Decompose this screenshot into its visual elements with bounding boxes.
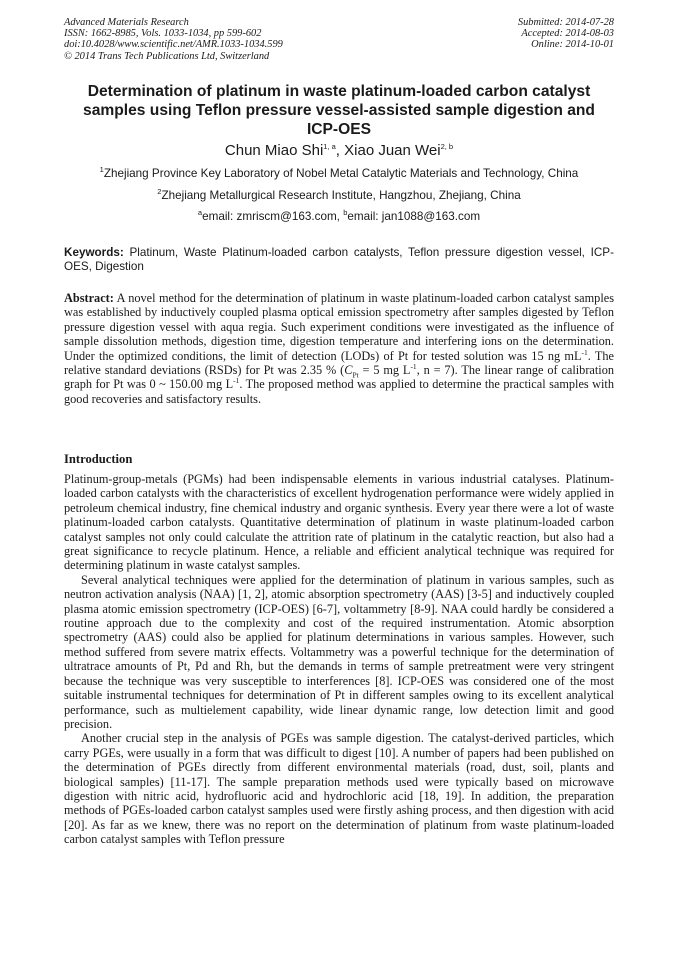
email-line xyxy=(0,210,678,224)
affiliation-superscript: 2 xyxy=(157,187,162,197)
email-superscript: b xyxy=(343,208,348,218)
email-text: email: zmriscm@163.com, xyxy=(202,210,344,223)
concentration-subscript: Pt xyxy=(352,370,359,380)
online-date: Online: 2014-10-01 xyxy=(531,39,614,51)
author-name: Xiao Juan Wei xyxy=(344,142,441,159)
abstract-text: , n = 7). The linear range of calibration graph for Pt was 0 ~ 150.00 mg L xyxy=(64,363,615,392)
email-superscript: a xyxy=(197,208,203,218)
email-text: email: jan1088@163.com xyxy=(347,210,481,223)
abstract-label: Abstract: xyxy=(64,291,114,305)
author-superscript: 1, a xyxy=(323,142,336,151)
body-paragraph: Several analytical techniques were applied for the determination of platinum in various samples, such as neutron activation analysis (NAA) [1, 2], atomic absorption spectrometry (AAS) [3-5] and inductively coupled plasma atomic emission spectrometry (ICP-OES) [6-7], voltammetry [8-9]. NAA could hardly be considered a routine approach due to the complexity and cost of the required instrumentation. Atomic absorption spectrometry (AAS) could also be applied for platinum determinations in various samples. However, such method suffered from severe matrix effects. Voltammetry was a powerful technique for the determination of ultratrace amounts of Pt, Pd and Rh, but the demands in terms of sample pretreatment were very stringent because the technique was very susceptible to interferences [8]. ICP-OES was considered one of the most suitable instrumental techniques for determination of Pt in different samples owing to its excellent analytical performance, such as multielement capability, wide linear dynamic range, low detection limit and good precision. xyxy=(64,572,614,731)
doi-line: doi:10.4028/www.scientific.net/AMR.1033-1034.599 xyxy=(64,39,283,51)
author-separator: , xyxy=(335,142,345,159)
abstract-text: A novel method for the determination of platinum in waste platinum-loaded carbon catalyst samples was established by inductively coupled plasma optical emission spectrometry after samples digested by Teflon pressure digestion vessel with aqua regia. Such experiment conditions were investigated as the influence of sample dissolution methods, digestion time, digestion temperature and interfering ions on the determination. Under the optimized conditions, the limit of detection (LODs) of Pt for tested solution was 15 ng mL xyxy=(64,291,614,363)
abstract-text: = 5 mg L xyxy=(358,363,411,378)
abstract-block xyxy=(64,291,614,406)
keywords-text: Platinum, Waste Platinum-loaded carbon catalysts, Teflon pressure digestion vessel, ICP-OES, Digestion xyxy=(64,246,614,273)
body-paragraph: Another crucial step in the analysis of PGEs was sample digestion. The catalyst-derived particles, which carry PGEs, were usually in a form that was difficult to digest [10]. A number of papers had been published on the determination of PGEs directly from different environmental materials (road, dust, soil, plants and biological samples) [11-17]. The sample preparation methods used were typically based on microwave digestion with nitric acid, hydrofluoric acid and hydrochloric acid [18, 19]. In addition, the preparation methods of PGEs-loaded carbon catalyst samples used were firstly ashing process, and then digestion with acid [20]. As far as we knew, there was no report on the determination of platinum from waste platinum-loaded carbon catalyst samples with Teflon pressure xyxy=(64,731,614,847)
copyright-line: © 2014 Trans Tech Publications Ltd, Switzerland xyxy=(64,50,270,62)
affiliation-text: Zhejiang Province Key Laboratory of Nobel Metal Catalytic Materials and Technology, China xyxy=(103,167,579,180)
submitted-date: Submitted: 2014-07-28 xyxy=(517,17,614,28)
introduction-heading: Introduction xyxy=(64,452,133,466)
introduction-body xyxy=(64,472,614,847)
unit-superscript: -1 xyxy=(581,347,588,357)
affiliation-superscript: 1 xyxy=(99,165,104,175)
issn-line: ISSN: 1662-8985, Vols. 1033-1034, pp 599-602 xyxy=(64,28,262,40)
keywords-block xyxy=(64,246,614,274)
paper-title: Determination of platinum in waste platinum-loaded carbon catalyst samples using Teflon pressure vessel-assisted sample digestion and ICP-OES xyxy=(83,83,595,138)
abstract-text: . The proposed method was applied to determine the practical samples with good recoveries and satisfactory results. xyxy=(64,377,615,406)
author-name: Chun Miao Shi xyxy=(224,142,324,159)
author-line xyxy=(0,142,678,160)
header-right xyxy=(518,17,614,51)
header-left xyxy=(64,17,283,62)
unit-superscript: -1 xyxy=(410,361,417,371)
concentration-symbol: C xyxy=(344,363,353,378)
accepted-date: Accepted: 2014-08-03 xyxy=(521,28,614,40)
affiliation-text: Zhejiang Metallurgical Research Institute, Hangzhou, Zhejiang, China xyxy=(161,189,521,202)
abstract-text: . The relative standard deviations (RSDs) for Pt was 2.35 % ( xyxy=(64,348,615,378)
body-paragraph: Platinum-group-metals (PGMs) had been indispensable elements in various industrial catalyses. Platinum-loaded carbon catalysts with the characteristics of excellent hydrogenation performance were widely applied in petroleum chemical industry, fine chemical industry and organic synthesis. Every year there were a lot of waste platinum-loaded carbon catalysts. Quantitative determination of platinum in waste platinum-loaded carbon catalyst samples not only could calculate the attrition rate of platinum in the catalytic reaction, but also had a great significance to recycle platinum. Hence, a reliable and efficient analytical technique was required for determining platinum in waste catalyst samples. xyxy=(64,472,614,573)
journal-name: Advanced Materials Research xyxy=(64,17,189,28)
author-superscript: 2, b xyxy=(440,142,454,151)
unit-superscript: -1 xyxy=(233,376,240,386)
affiliation-2 xyxy=(0,189,678,203)
affiliation-1 xyxy=(0,167,678,181)
keywords-label: Keywords: xyxy=(64,246,124,259)
